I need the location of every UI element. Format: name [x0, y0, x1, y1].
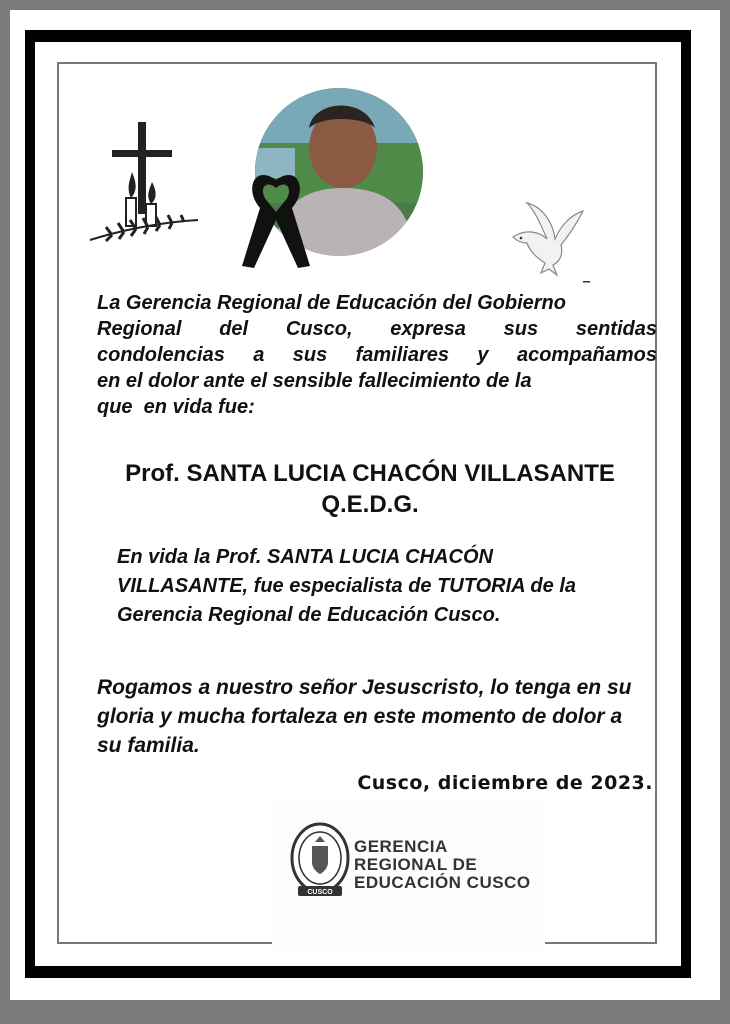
- paragraph-line: gloria y mucha fortaleza en este momento de dolor a: [97, 705, 623, 728]
- cross-candle-icon: [82, 118, 202, 263]
- regional-education-seal-icon: [290, 822, 350, 900]
- institution-logo-text: [354, 838, 531, 892]
- paragraph-line: Rogamos a nuestro señor Jesuscristo, lo tenga en su: [97, 676, 632, 699]
- logo-line: REGIONAL DE: [354, 855, 478, 874]
- condolence-paragraph: [97, 290, 657, 420]
- logo-line: EDUCACIÓN CUSCO: [354, 873, 531, 892]
- prayer-paragraph: [97, 673, 657, 760]
- mourning-ribbon-icon: [236, 168, 316, 273]
- paragraph-line: En vida la Prof. SANTA LUCIA CHACÓN: [117, 546, 493, 568]
- paragraph-line: que en vida fue:: [97, 396, 255, 418]
- deceased-abbreviation: Q.E.D.G.: [321, 491, 419, 518]
- deceased-name: Prof. SANTA LUCIA CHACÓN VILLASANTE: [125, 460, 615, 487]
- paragraph-line: Gerencia Regional de Educación Cusco.: [117, 604, 501, 626]
- date-line: Cusco, diciembre de 2023.: [357, 772, 653, 794]
- logo-line: GERENCIA: [354, 837, 448, 856]
- seal-label: CUSCO: [307, 889, 333, 896]
- paragraph-line: su familia.: [97, 734, 200, 757]
- paragraph-line: VILLASANTE, fue especialista de TUTORIA de la: [117, 575, 576, 597]
- paragraph-line: Regional del Cusco, expresa sus sentidas: [97, 318, 657, 340]
- paragraph-line: condolencias a sus familiares y acompañamos: [97, 344, 657, 366]
- paragraph-line: en el dolor ante el sensible fallecimiento de la: [97, 370, 532, 392]
- dove-icon: [505, 195, 590, 285]
- paragraph-line: La Gerencia Regional de Educación del Gobierno: [97, 292, 566, 314]
- biography-paragraph: [117, 543, 657, 630]
